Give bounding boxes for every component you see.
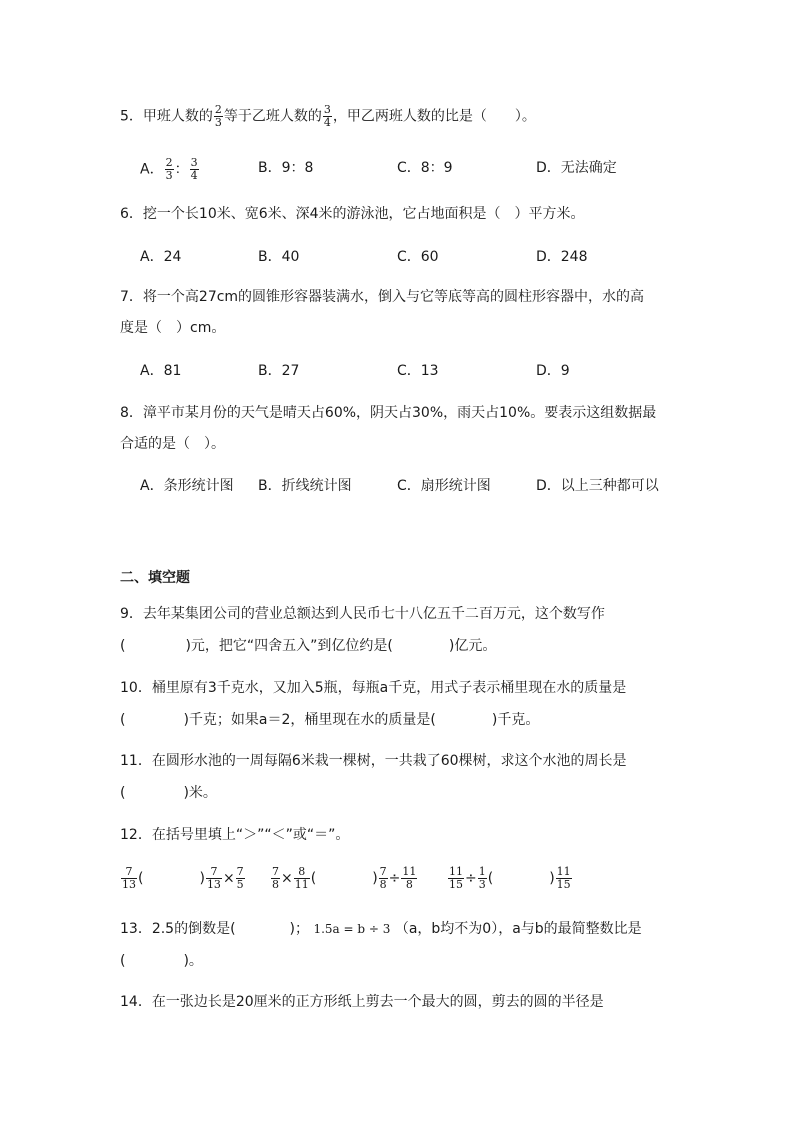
- q13-text-2: )；: [289, 921, 310, 937]
- q8-stem-line-2: 合适的是（ ）。: [120, 436, 225, 452]
- bracket-close: ): [372, 870, 378, 887]
- q7-option-a: A．81: [140, 363, 182, 379]
- q8-stem-line-1: 8．漳平市某月份的天气是晴天占60%，阴天占30%，雨天占10%。要表示这组数据最: [120, 405, 657, 421]
- fraction: [401, 866, 417, 891]
- bracket-open: (: [120, 638, 126, 654]
- numerator: 7: [206, 866, 222, 879]
- numerator: 8: [294, 866, 310, 879]
- q7-option-c: C．13: [397, 363, 439, 379]
- q11-stem-line-1: 11．在圆形水池的一周每隔6米栽一棵树，一共栽了60棵树，求这个水池的周长是: [120, 753, 627, 769]
- q10-end-text: )千克。: [491, 712, 540, 728]
- q5-a-fraction-1: [165, 157, 174, 182]
- denominator: 13: [122, 878, 136, 891]
- q5-option-b: B．9：8: [258, 160, 314, 176]
- colon: ：: [174, 161, 189, 178]
- q7-stem-line-2: 度是（ ）cm。: [120, 320, 226, 336]
- q11-stem-line-2: [120, 783, 217, 803]
- operator: ×: [281, 870, 293, 887]
- q12-expression-3: [447, 866, 573, 891]
- fraction: [294, 866, 310, 891]
- fraction: [236, 866, 245, 891]
- q8-option-d: D．以上三种都可以: [536, 478, 659, 494]
- q13-stem-line-2: [120, 951, 203, 971]
- q9-stem-line-1: 9．去年某集团公司的营业总额达到人民币七十八亿五千二百万元，这个数写作: [120, 606, 605, 622]
- q8-option-a: A．条形统计图: [140, 478, 234, 494]
- q13-equation: 1.5a = b ÷ 3: [313, 922, 391, 936]
- denominator: 4: [190, 169, 198, 182]
- q12-stem: 12．在括号里填上“＞”“＜”或“＝”。: [120, 827, 350, 843]
- fraction: [121, 866, 137, 891]
- q10-mid-text: )千克；如果a＝2，桶里现在水的质量是(: [183, 712, 436, 728]
- fraction: [271, 866, 280, 891]
- q5-stem: [120, 104, 536, 129]
- q5-text-2: 等于乙班人数的: [223, 108, 322, 125]
- bracket-open: (: [310, 870, 317, 887]
- numerator: 2: [214, 103, 222, 116]
- numerator: 7: [236, 865, 244, 878]
- numerator: 11: [402, 865, 417, 878]
- denominator: 3: [165, 169, 173, 182]
- denominator: 11: [294, 878, 309, 891]
- fraction: [556, 866, 572, 891]
- fraction: [206, 866, 222, 891]
- q6-option-b: B．40: [258, 249, 300, 265]
- denominator: 4: [323, 116, 331, 129]
- q7-stem-line-1: 7．将一个高27cm的圆锥形容器装满水，倒入与它等底等高的圆柱形容器中，水的高: [120, 289, 645, 305]
- q10-stem-line-1: 10．桶里原有3千克水，又加入5瓶，每瓶a千克，用式子表示桶里现在水的质量是: [120, 680, 627, 696]
- q5-option-c: C．8：9: [397, 160, 453, 176]
- denominator: 8: [272, 878, 279, 891]
- numerator: 11: [449, 865, 463, 878]
- operator: ×: [222, 870, 235, 887]
- q12-expression-1: [120, 866, 246, 891]
- fraction: [448, 866, 464, 891]
- denominator: 8: [405, 878, 413, 891]
- q5-fraction-1: [214, 104, 223, 129]
- denominator: 8: [379, 878, 387, 891]
- q5-option-d: D．无法确定: [536, 160, 617, 176]
- numerator: 11: [556, 865, 571, 878]
- q9-stem-line-2: [120, 636, 496, 656]
- q8-option-b: B．折线统计图: [258, 478, 352, 494]
- numerator: 7: [379, 865, 387, 878]
- operator: ÷: [465, 870, 477, 887]
- q5-fraction-2: [323, 104, 332, 129]
- denominator: 15: [556, 878, 571, 891]
- q5-option-a: [140, 157, 200, 182]
- numerator: 1: [478, 865, 486, 878]
- q13-end-text: )。: [183, 953, 203, 969]
- bracket-close: ): [199, 870, 205, 887]
- q5-a-fraction-2: [190, 157, 199, 182]
- option-label: A．: [140, 161, 164, 178]
- bracket-open: (: [138, 870, 144, 887]
- q9-mid-text: )元，把它“四舍五入”到亿位约是(: [185, 638, 393, 654]
- q12-expression-2: [270, 866, 418, 891]
- denominator: 15: [449, 878, 463, 891]
- bracket-open: (: [120, 953, 126, 969]
- operator: ÷: [388, 870, 401, 887]
- numerator: 2: [165, 156, 173, 169]
- denominator: 5: [236, 878, 244, 891]
- q13-text-1: 13．2.5的倒数是(: [120, 921, 236, 937]
- bracket-open: (: [120, 785, 126, 801]
- bracket-open: (: [487, 870, 494, 887]
- fraction: [379, 866, 388, 891]
- q6-option-c: C．60: [397, 249, 439, 265]
- numerator: 7: [272, 865, 279, 878]
- q7-option-d: D．9: [536, 363, 570, 379]
- q13-stem-line-1: [120, 919, 642, 939]
- numerator: 3: [323, 103, 331, 116]
- denominator: 3: [214, 116, 222, 129]
- bracket-close: ): [549, 870, 555, 887]
- fraction: [478, 866, 487, 891]
- q5-text-3: ，甲乙两班人数的比是（ ）。: [332, 108, 536, 125]
- q13-text-3: （a，b均不为0），a与b的最简整数比是: [394, 921, 642, 937]
- q6-option-a: A．24: [140, 249, 182, 265]
- section-heading-fill-in: 二、填空题: [120, 570, 190, 586]
- q5-text-1: 5．甲班人数的: [120, 108, 213, 125]
- numerator: 3: [190, 156, 198, 169]
- q14-stem-line-1: 14．在一张边长是20厘米的正方形纸上剪去一个最大的圆，剪去的圆的半径是: [120, 994, 604, 1010]
- q8-option-c: C．扇形统计图: [397, 478, 491, 494]
- numerator: 7: [121, 866, 137, 879]
- denominator: 3: [478, 878, 486, 891]
- q7-option-b: B．27: [258, 363, 300, 379]
- q6-stem: 6．挖一个长10米、宽6米、深4米的游泳池，它占地面积是（ ）平方米。: [120, 206, 585, 222]
- denominator: 13: [206, 878, 221, 891]
- bracket-open: (: [120, 712, 126, 728]
- q9-end-text: )亿元。: [448, 638, 497, 654]
- q10-stem-line-2: [120, 710, 539, 730]
- q11-end-text: )米。: [183, 785, 217, 801]
- q6-option-d: D．248: [536, 249, 588, 265]
